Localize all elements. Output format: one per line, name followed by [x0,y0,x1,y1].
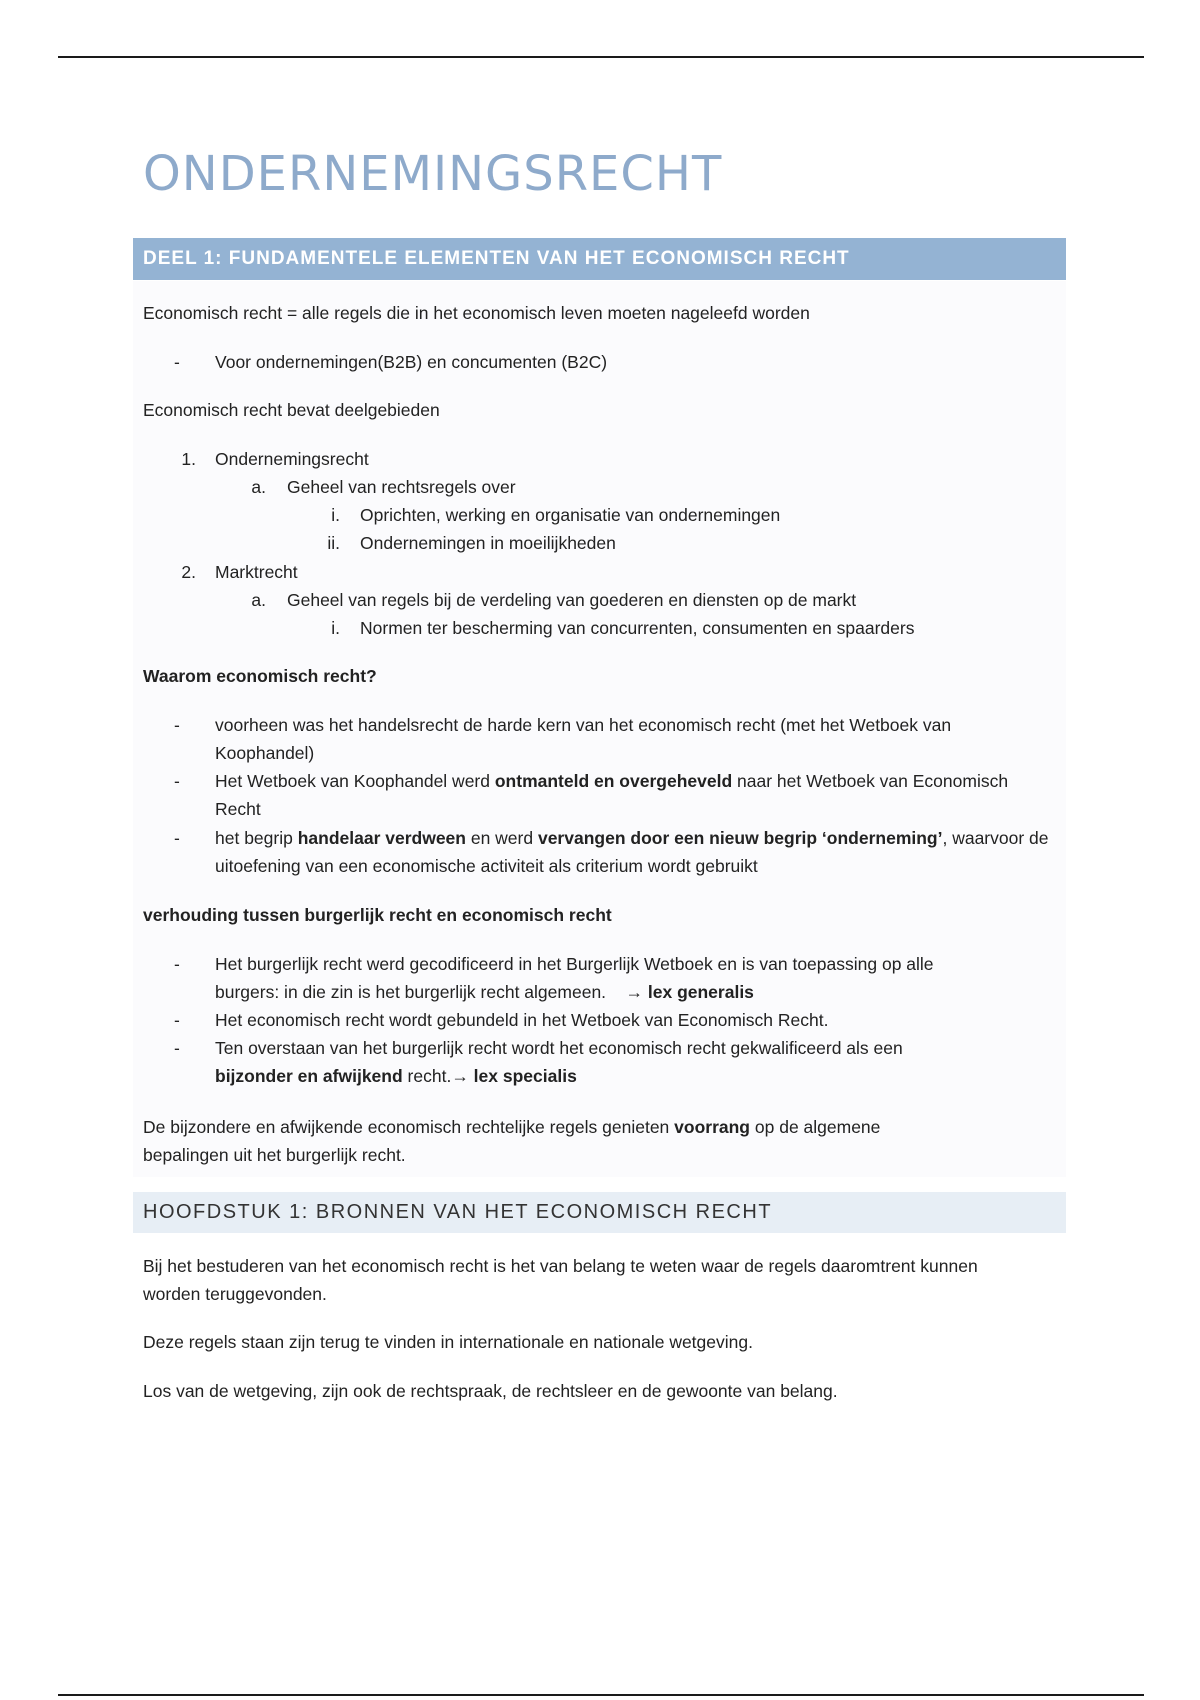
bullet-dash: - [174,715,180,735]
part-heading [133,238,1066,280]
chapter-heading [133,1192,1066,1233]
outline-marker: 1. [181,449,196,469]
outline-item-1ai: Oprichten, werking en organisatie van ondernemingen [360,505,781,525]
relation-heading: verhouding tussen burgerlijk recht en economisch recht [143,905,612,925]
bullet-dash: - [174,771,180,791]
outline-marker: 2. [181,562,196,582]
outline-item-1aii: Ondernemingen in moeilijkheden [360,533,616,553]
bullet-dash: - [174,352,180,372]
bullet-dash: - [174,954,180,974]
footer-rule [58,1694,1144,1696]
outline-item-2ai: Normen ter bescherming van concurrenten, consumenten en spaarders [360,618,915,638]
outline-marker: i. [331,505,340,525]
subareas-intro: Economisch recht bevat deelgebieden [143,400,440,420]
why-bullet-1: voorheen was het handelsrecht de harde kern van het economisch recht (met het Wetboek van Koophandel) [215,715,952,763]
priority-paragraph: De bijzondere en afwijkende economisch rechtelijke regels genieten voorrang op de algemene bepalingen uit het burgerlijk recht. [143,1117,881,1165]
arrow-icon: → [451,1066,469,1086]
outline-item-1a: Geheel van rechtsregels over [287,477,516,497]
outline-marker: ii. [327,533,340,553]
relation-bullet-3: Ten overstaan van het burgerlijk recht wordt het economisch recht gekwalificeerd als een bijzonder en afwijkend recht.→ lex specialis [215,1038,903,1086]
emphasis: ontmanteld en overgeheveld [494,771,733,791]
emphasis: bijzonder en afwijkend [215,1066,403,1086]
why-heading: Waarom economisch recht? [143,666,377,686]
why-bullet-2: Het Wetboek van Koophandel werd ontmanteld en overgeheveld naar het Wetboek van Economisch Recht [215,771,1009,819]
part-heading-text: DEEL 1: FUNDAMENTELE ELEMENTEN VAN HET ECONOMISCH RECHT [143,248,850,269]
outline-marker: i. [331,618,340,638]
chapter-paragraph-1: Bij het bestuderen van het economisch recht is het van belang te weten waar de regels daaromtrent kunnen worden teruggevonden. [143,1256,978,1304]
emphasis: lex generalis [647,982,754,1002]
arrow-icon: → [625,982,643,1002]
outline-marker: a. [251,477,266,497]
chapter-paragraph-3: Los van de wetgeving, zijn ook de rechtspraak, de rechtsleer en de gewoonte van belang. [143,1381,838,1401]
bullet-dash: - [174,1038,180,1058]
outline-item-2a: Geheel van regels bij de verdeling van goederen en diensten op de markt [287,590,857,610]
why-bullet-3: het begrip handelaar verdween en werd vervangen door een nieuw begrip ‘onderneming’, waarvoor de uitoefening van een economische activiteit als criterium wordt gebruikt [215,828,1049,876]
emphasis: handelaar verdween [297,828,466,848]
header-rule [58,56,1144,58]
document-title: ONDERNEMINGSRECHT [143,146,723,202]
relation-bullet-1: Het burgerlijk recht werd gecodificeerd in het Burgerlijk Wetboek en is van toepassing op alle burgers: in die zin is het burgerlijk recht algemeen. → lex generalis [215,954,934,1002]
emphasis: voorrang [674,1117,751,1137]
definition-paragraph: Economisch recht = alle regels die in het economisch leven moeten nageleefd worden [143,303,810,323]
chapter-heading-text: HOOFDSTUK 1: BRONNEN VAN HET ECONOMISCH RECHT [143,1201,773,1223]
emphasis: vervangen door een nieuw begrip ‘onderneming’ [537,828,943,848]
outline-marker: a. [251,590,266,610]
definition-bullet: Voor ondernemingen(B2B) en concumenten (B2C) [215,352,608,372]
chapter-paragraph-2: Deze regels staan zijn terug te vinden in internationale en nationale wetgeving. [143,1332,753,1352]
relation-bullet-2: Het economisch recht wordt gebundeld in het Wetboek van Economisch Recht. [215,1010,829,1030]
emphasis: lex specialis [468,1066,577,1086]
bullet-dash: - [174,828,180,848]
bullet-dash: - [174,1010,180,1030]
outline-item-1: Ondernemingsrecht [215,449,369,469]
outline-item-2: Marktrecht [215,562,298,582]
